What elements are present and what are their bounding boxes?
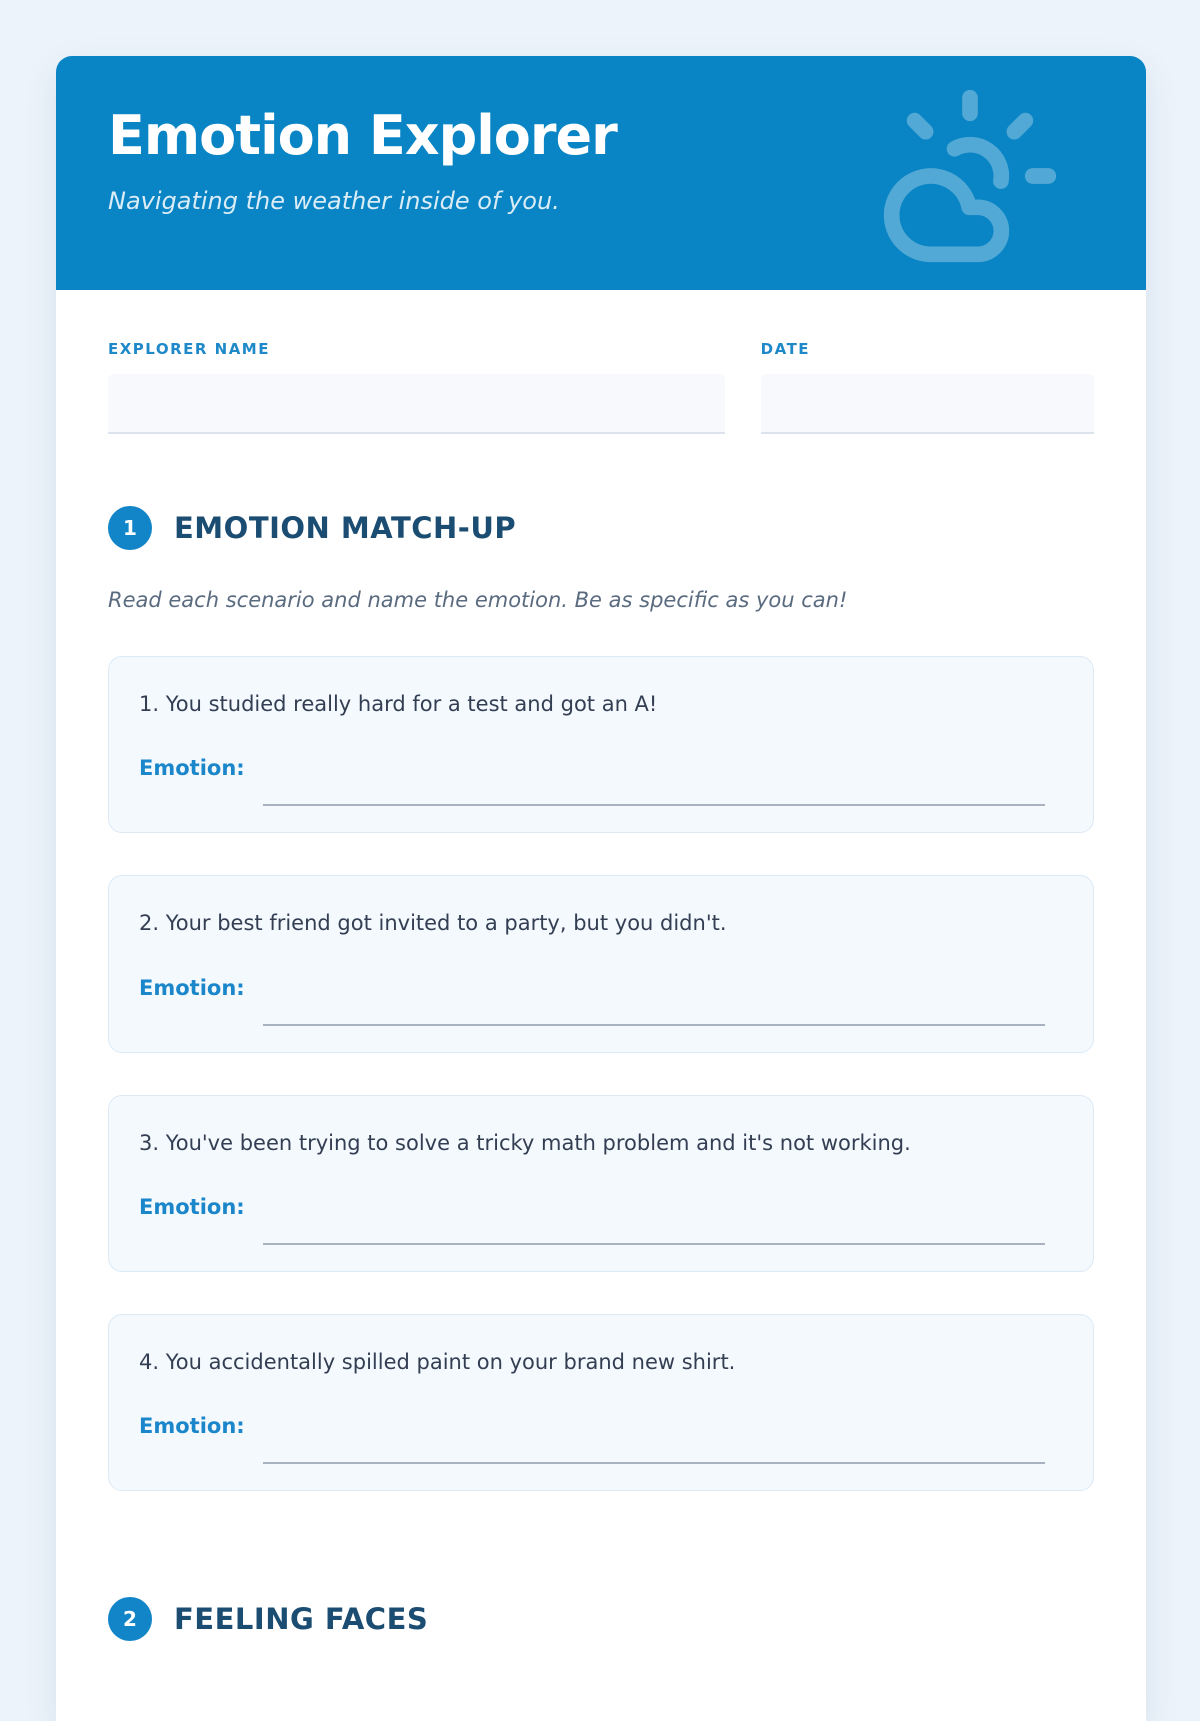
scenario-card-3 bbox=[108, 1095, 1094, 1272]
identity-fields bbox=[108, 340, 1094, 434]
emotion-answer-input[interactable] bbox=[263, 1195, 1045, 1245]
emotion-label: Emotion: bbox=[139, 1194, 245, 1219]
worksheet-body bbox=[56, 290, 1146, 1721]
section-1-number-badge: 1 bbox=[108, 506, 152, 550]
emotion-answer-row bbox=[139, 1195, 1063, 1245]
scenario-cards bbox=[108, 656, 1094, 1491]
emotion-answer-row bbox=[139, 1414, 1063, 1464]
cloud-sun-icon bbox=[876, 82, 1064, 270]
emotion-answer-input[interactable] bbox=[263, 976, 1045, 1026]
explorer-name-label: EXPLORER NAME bbox=[108, 340, 270, 358]
scenario-card-4 bbox=[108, 1314, 1094, 1491]
emotion-label: Emotion: bbox=[139, 975, 245, 1000]
section-2-number-badge: 2 bbox=[108, 1597, 152, 1641]
scenario-text: 3. You've been trying to solve a tricky math problem and it's not working. bbox=[139, 1130, 911, 1155]
date-label: DATE bbox=[760, 340, 811, 358]
section-2-title: FEELING FACES bbox=[174, 1602, 429, 1637]
scenario-card-1 bbox=[108, 656, 1094, 833]
scenario-text: 2. Your best friend got invited to a party, but you didn't. bbox=[139, 911, 727, 936]
emotion-answer-input[interactable] bbox=[263, 756, 1045, 806]
date-field-group bbox=[761, 340, 1094, 434]
page-title: Emotion Explorer bbox=[108, 104, 617, 167]
worksheet-header bbox=[56, 56, 1146, 290]
emotion-label: Emotion: bbox=[139, 756, 245, 781]
emotion-answer-row bbox=[139, 756, 1063, 806]
date-input[interactable] bbox=[761, 374, 1094, 434]
section-2-header bbox=[108, 1597, 1094, 1641]
emotion-answer-input[interactable] bbox=[263, 1414, 1045, 1464]
scenario-text: 4. You accidentally spilled paint on your brand new shirt. bbox=[139, 1349, 736, 1374]
section-1-header bbox=[108, 506, 1094, 550]
explorer-name-input[interactable] bbox=[108, 374, 725, 434]
section-1-title: EMOTION MATCH-UP bbox=[174, 511, 517, 545]
section-1-instruction: Read each scenario and name the emotion. Be as specific as you can! bbox=[108, 588, 848, 612]
explorer-name-field-group bbox=[108, 340, 725, 434]
page-subtitle: Navigating the weather inside of you. bbox=[108, 187, 560, 216]
scenario-card-2 bbox=[108, 875, 1094, 1052]
emotion-label: Emotion: bbox=[139, 1414, 245, 1439]
scenario-text: 1. You studied really hard for a test and got an A! bbox=[139, 692, 658, 716]
worksheet bbox=[56, 56, 1146, 1721]
emotion-answer-row bbox=[139, 976, 1063, 1026]
